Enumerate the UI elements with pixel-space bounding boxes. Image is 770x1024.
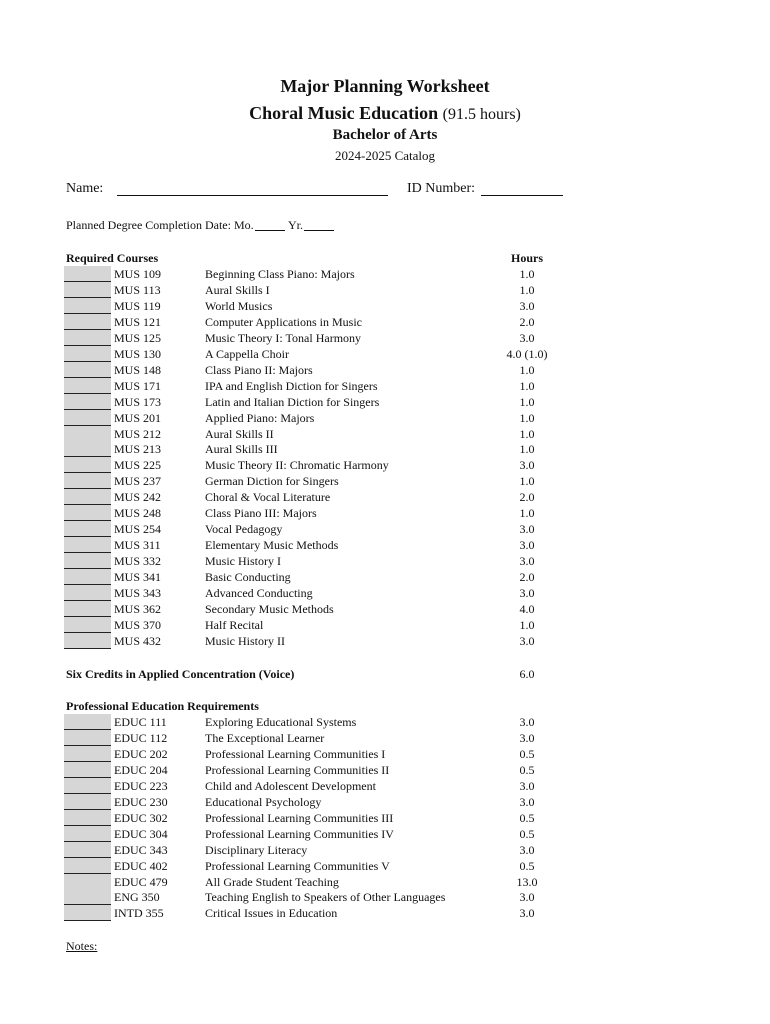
course-hours: 0.5 [519, 762, 535, 777]
course-code: EDUC 479 [114, 874, 168, 889]
course-hours: 3.0 [519, 730, 535, 745]
course-row [0, 762, 770, 778]
course-code: MUS 341 [114, 570, 162, 585]
course-title: World Musics [205, 298, 273, 313]
course-code: MUS 370 [114, 617, 162, 632]
completion-check-field[interactable] [64, 810, 111, 826]
course-title: IPA and English Diction for Singers [205, 378, 378, 393]
course-row [0, 282, 770, 298]
course-hours: 3.0 [519, 633, 535, 648]
completion-check-field[interactable] [64, 505, 111, 521]
course-title: Exploring Educational Systems [205, 715, 357, 729]
course-title: Teaching English to Speakers of Other Languages [205, 890, 446, 905]
completion-check-field[interactable] [64, 826, 111, 842]
course-row [0, 858, 770, 874]
completion-check-field[interactable] [64, 266, 111, 282]
course-row [0, 874, 770, 890]
course-row [0, 378, 770, 394]
course-hours: 1.0 [519, 378, 535, 393]
course-code: EDUC 402 [114, 858, 168, 873]
course-title: Aural Skills II [205, 426, 274, 441]
course-title: All Grade Student Teaching [205, 874, 339, 889]
name-field[interactable] [117, 181, 388, 196]
course-title: A Cappella Choir [205, 346, 289, 361]
name-label: Name: [66, 181, 104, 196]
course-code: MUS 242 [114, 490, 162, 505]
course-hours: 0.5 [519, 810, 535, 825]
program-hours: (91.5 hours) [442, 106, 521, 123]
course-row [0, 473, 770, 489]
completion-check-field[interactable] [64, 714, 111, 730]
course-hours: 3.0 [519, 715, 535, 729]
completion-check-field[interactable] [64, 473, 111, 489]
course-hours: 0.5 [519, 746, 535, 761]
course-title: Latin and Italian Diction for Singers [205, 394, 380, 409]
course-code: MUS 332 [114, 554, 162, 569]
completion-check-field[interactable] [64, 489, 111, 505]
course-code: MUS 119 [114, 298, 161, 313]
course-title: Educational Psychology [205, 794, 322, 809]
course-code: MUS 173 [114, 394, 162, 409]
course-title: Choral & Vocal Literature [205, 490, 331, 505]
course-hours: 1.0 [519, 362, 535, 377]
course-code: MUS 113 [114, 282, 161, 297]
program-title [0, 103, 770, 124]
completion-check-field[interactable] [64, 794, 111, 810]
course-code: MUS 237 [114, 474, 162, 489]
completion-check-field[interactable] [64, 362, 111, 378]
course-row [0, 441, 770, 457]
course-code: MUS 109 [114, 267, 162, 281]
course-row [0, 746, 770, 762]
completion-check-field[interactable] [64, 858, 111, 874]
course-row [0, 537, 770, 553]
completion-check-field[interactable] [64, 585, 111, 601]
completion-check-field[interactable] [64, 905, 111, 921]
course-hours: 3.0 [519, 458, 535, 473]
completion-check-field[interactable] [64, 537, 111, 553]
course-title: Professional Learning Communities III [205, 810, 394, 825]
catalog-year: 2024-2025 Catalog [334, 148, 435, 163]
course-row [0, 298, 770, 314]
course-code: MUS 254 [114, 522, 162, 537]
completion-check-field[interactable] [64, 521, 111, 537]
completion-check-field[interactable] [64, 617, 111, 633]
course-row [0, 553, 770, 569]
course-title: Advanced Conducting [205, 586, 313, 600]
course-code: INTD 355 [114, 906, 164, 921]
course-hours: 3.0 [519, 842, 535, 857]
completion-check-field[interactable] [64, 553, 111, 569]
id-number-label: ID Number: [407, 181, 476, 196]
course-code: MUS 432 [114, 633, 162, 648]
degree-title: Bachelor of Arts [332, 127, 438, 143]
course-title: Beginning Class Piano: Majors [205, 267, 355, 281]
applied-concentration-hours: 6.0 [519, 667, 535, 681]
hours-heading: Hours [510, 251, 543, 265]
course-hours: 4.0 [519, 601, 535, 616]
completion-check-field[interactable] [64, 378, 111, 394]
course-code: MUS 130 [114, 346, 162, 361]
course-code: MUS 201 [114, 410, 162, 425]
course-title: Music History I [205, 554, 281, 569]
course-row [0, 330, 770, 346]
course-hours: 3.0 [519, 522, 535, 537]
completion-year-field[interactable] [304, 217, 334, 231]
course-title: Aural Skills I [205, 282, 270, 297]
completion-check-field[interactable] [64, 633, 111, 649]
course-hours: 1.0 [519, 267, 535, 281]
course-hours: 3.0 [519, 538, 535, 553]
course-row [0, 314, 770, 330]
course-hours: 3.0 [519, 586, 535, 600]
course-code: EDUC 112 [114, 730, 168, 745]
course-title: Elementary Music Methods [205, 538, 339, 553]
course-hours: 1.0 [519, 410, 535, 425]
course-code: MUS 248 [114, 506, 162, 521]
worksheet-title: Major Planning Worksheet [280, 76, 490, 96]
course-hours: 2.0 [519, 314, 535, 329]
required-courses-heading: Required Courses [66, 251, 159, 265]
course-row [0, 457, 770, 473]
course-title: Applied Piano: Majors [205, 410, 315, 425]
course-hours: 1.0 [519, 506, 535, 521]
course-code: EDUC 223 [114, 778, 168, 793]
course-title: Music Theory II: Chromatic Harmony [205, 458, 389, 473]
course-code: ENG 350 [114, 890, 160, 905]
completion-check-field[interactable] [64, 314, 111, 330]
course-hours: 2.0 [519, 570, 535, 585]
completion-check-field[interactable] [64, 457, 111, 473]
course-row [0, 266, 770, 282]
completion-check-field[interactable] [64, 746, 111, 762]
course-code: MUS 311 [114, 538, 161, 553]
course-hours: 2.0 [519, 490, 535, 505]
course-code: MUS 125 [114, 330, 162, 345]
course-row [0, 569, 770, 585]
course-code: MUS 362 [114, 601, 162, 616]
course-row [0, 585, 770, 601]
completion-check-field[interactable] [64, 346, 111, 362]
program-name: Choral Music Education [249, 103, 439, 123]
completion-date-label: Planned Degree Completion Date: Mo. [66, 218, 254, 232]
course-row [0, 410, 770, 426]
course-row [0, 521, 770, 537]
course-row [0, 394, 770, 410]
course-title: Basic Conducting [205, 570, 291, 585]
course-code: EDUC 304 [114, 826, 168, 841]
completion-month-field[interactable] [255, 217, 285, 231]
course-row [0, 505, 770, 521]
notes-label: Notes: [66, 939, 98, 953]
completion-check-field[interactable] [64, 842, 111, 858]
course-row [0, 826, 770, 842]
completion-year-label: Yr. [288, 218, 303, 232]
course-code: MUS 343 [114, 586, 162, 600]
completion-check-field[interactable] [64, 298, 111, 314]
course-hours: 1.0 [519, 426, 535, 441]
course-code: EDUC 343 [114, 842, 168, 857]
course-code: EDUC 204 [114, 762, 168, 777]
course-title: Computer Applications in Music [205, 314, 362, 329]
course-row [0, 489, 770, 505]
completion-check-field[interactable] [64, 730, 111, 746]
course-hours: 13.0 [516, 874, 538, 889]
course-row [0, 794, 770, 810]
course-row [0, 601, 770, 617]
course-row [0, 362, 770, 378]
course-hours: 4.0 (1.0) [506, 346, 548, 361]
course-row [0, 714, 770, 730]
course-row [0, 426, 770, 442]
course-row [0, 905, 770, 921]
course-row [0, 889, 770, 905]
completion-check-field[interactable] [64, 394, 111, 410]
course-hours: 3.0 [519, 298, 535, 313]
course-title: The Exceptional Learner [205, 730, 325, 745]
course-code: MUS 213 [114, 442, 162, 457]
completion-check-field[interactable] [64, 282, 111, 298]
course-hours: 3.0 [519, 890, 535, 905]
completion-check-field[interactable] [64, 410, 111, 426]
course-row [0, 810, 770, 826]
completion-check-field[interactable] [64, 889, 111, 905]
course-title: Class Piano III: Majors [205, 506, 317, 521]
course-code: EDUC 230 [114, 794, 168, 809]
completion-check-field[interactable] [64, 601, 111, 617]
course-title: Critical Issues in Education [205, 906, 338, 921]
course-code: MUS 212 [114, 426, 162, 441]
course-title: Music History II [205, 633, 285, 648]
course-title: German Diction for Singers [205, 474, 339, 489]
course-hours: 3.0 [519, 794, 535, 809]
course-hours: 0.5 [519, 858, 535, 873]
course-title: Child and Adolescent Development [205, 778, 376, 793]
completion-check-field[interactable] [64, 778, 111, 794]
course-hours: 0.5 [519, 826, 535, 841]
course-row [0, 346, 770, 362]
course-row [0, 617, 770, 633]
course-hours: 1.0 [519, 617, 535, 632]
completion-check-field[interactable] [64, 330, 111, 346]
professional-education-heading: Professional Education Requirements [66, 699, 259, 713]
course-hours: 3.0 [519, 906, 535, 921]
course-code: MUS 121 [114, 314, 162, 329]
course-hours: 1.0 [519, 442, 535, 457]
course-hours: 1.0 [519, 394, 535, 409]
course-row [0, 730, 770, 746]
course-title: Music Theory I: Tonal Harmony [205, 330, 362, 345]
completion-check-field[interactable] [64, 569, 111, 585]
course-row [0, 842, 770, 858]
course-title: Professional Learning Communities V [205, 858, 390, 873]
course-code: EDUC 302 [114, 810, 168, 825]
course-title: Class Piano II: Majors [205, 362, 313, 377]
completion-check-field[interactable] [64, 441, 111, 457]
course-code: MUS 225 [114, 458, 162, 473]
course-row [0, 633, 770, 649]
course-title: Aural Skills III [205, 442, 278, 457]
course-code: EDUC 202 [114, 746, 168, 761]
id-number-field[interactable] [481, 181, 563, 196]
course-code: MUS 148 [114, 362, 162, 377]
course-code: MUS 171 [114, 378, 162, 393]
completion-check-field[interactable] [64, 426, 111, 442]
course-title: Professional Learning Communities IV [205, 826, 394, 841]
course-title: Half Recital [205, 617, 264, 632]
course-hours: 1.0 [519, 474, 535, 489]
course-hours: 3.0 [519, 554, 535, 569]
course-title: Disciplinary Literacy [205, 842, 308, 857]
course-hours: 1.0 [519, 282, 535, 297]
course-hours: 3.0 [519, 778, 535, 793]
course-code: EDUC 111 [114, 715, 167, 729]
course-title: Vocal Pedagogy [205, 522, 283, 537]
course-row [0, 778, 770, 794]
completion-check-field[interactable] [64, 762, 111, 778]
course-title: Professional Learning Communities I [205, 746, 386, 761]
course-hours: 3.0 [519, 330, 535, 345]
completion-check-field[interactable] [64, 874, 111, 890]
course-title: Secondary Music Methods [205, 601, 334, 616]
applied-concentration-label: Six Credits in Applied Concentration (Voice) [66, 667, 295, 681]
course-title: Professional Learning Communities II [205, 762, 390, 777]
